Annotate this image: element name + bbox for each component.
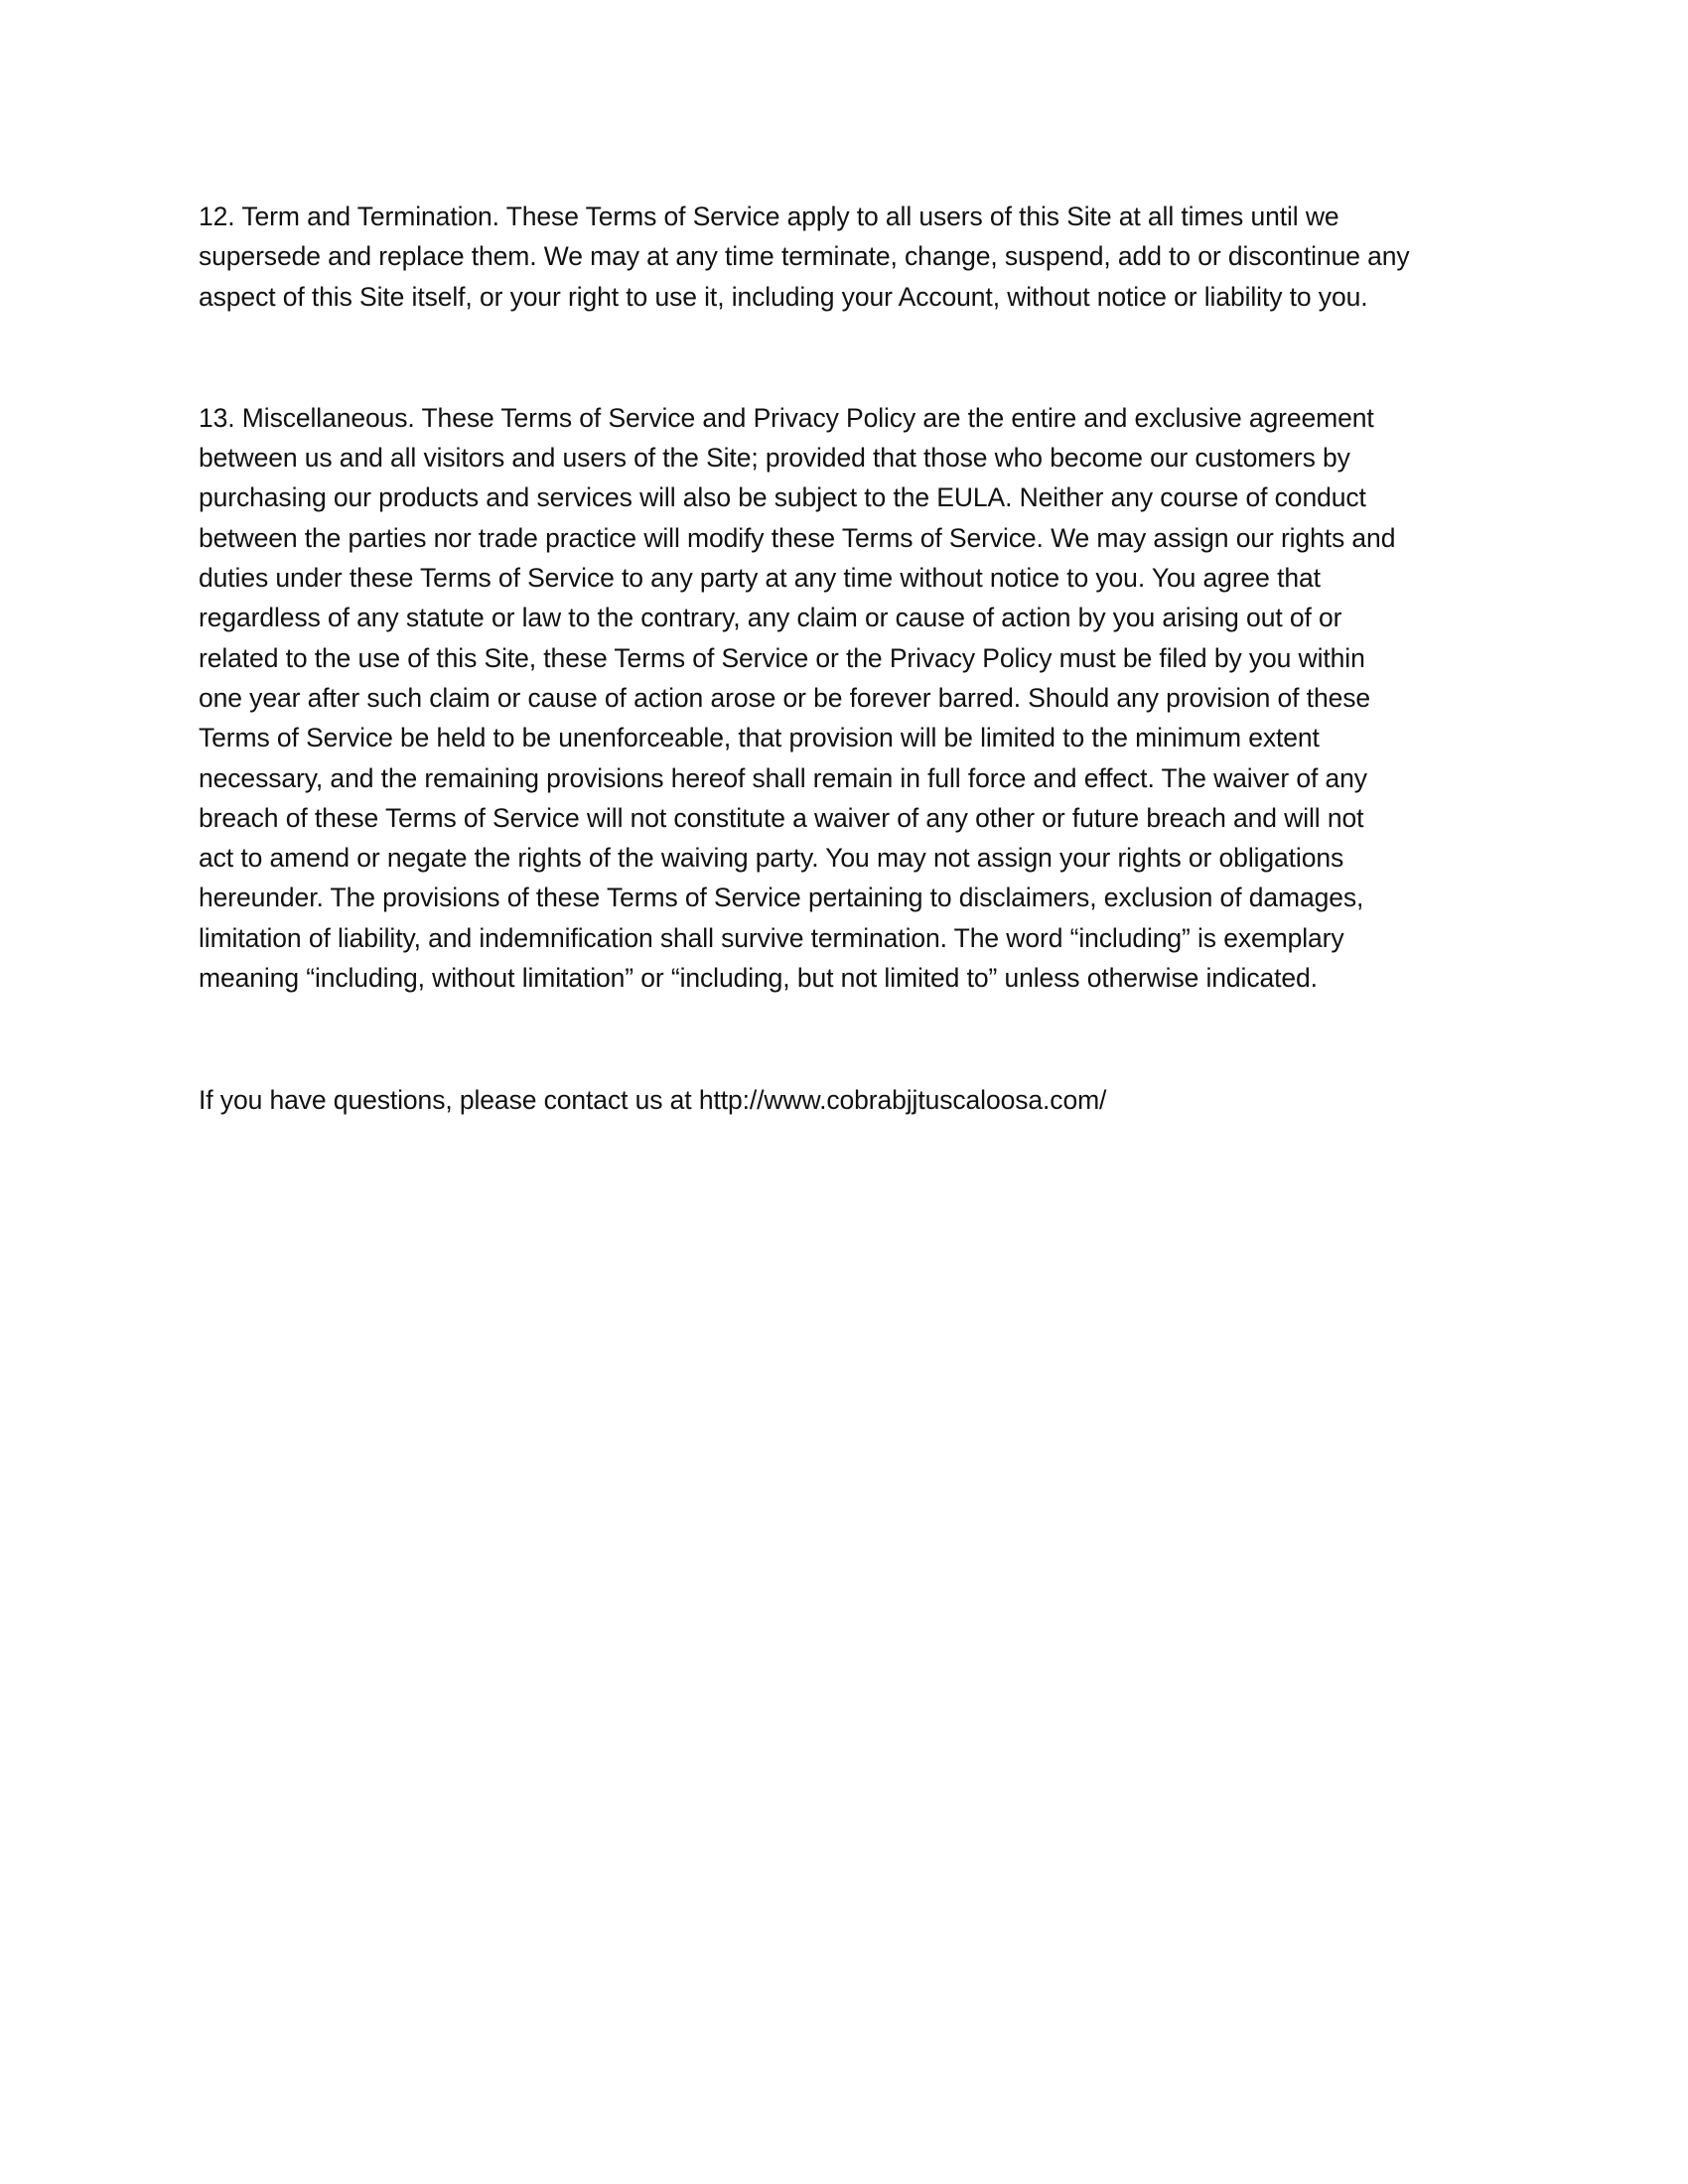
paragraph-line: necessary, and the remaining provisions hereof shall remain in full force and effect. The waiver of any bbox=[199, 762, 1367, 793]
paragraph-line: purchasing our products and services will also be subject to the EULA. Neither any course of conduct bbox=[199, 482, 1366, 513]
paragraph-line: 12. Term and Termination. These Terms of Service apply to all users of this Site at all times until we bbox=[199, 202, 1339, 231]
paragraph-line: regardless of any statute or law to the contrary, any claim or cause of action by you arising out of or bbox=[199, 603, 1342, 633]
contact-line bbox=[199, 1080, 1489, 1120]
paragraph-line: Terms of Service be held to be unenforceable, that provision will be limited to the minimum extent bbox=[199, 723, 1320, 753]
section-12-term-and-termination bbox=[199, 197, 1489, 317]
paragraph-line: breach of these Terms of Service will not constitute a waiver of any other or future breach and will not bbox=[199, 802, 1364, 833]
paragraph-line: act to amend or negate the rights of the waiving party. You may not assign your rights or obligations bbox=[199, 843, 1344, 874]
paragraph-line: duties under these Terms of Service to any party at any time without notice to you. You agree that bbox=[199, 563, 1321, 594]
paragraph-line: 13. Miscellaneous. These Terms of Service and Privacy Policy are the entire and exclusive agreement bbox=[199, 402, 1374, 433]
paragraph-line: between us and all visitors and users of the Site; provided that those who become our customers by bbox=[199, 443, 1350, 474]
paragraph-line: aspect of this Site itself, or your right to use it, including your Account, without notice or liability to you. bbox=[199, 281, 1368, 312]
paragraph-line: hereunder. The provisions of these Terms of Service pertaining to disclaimers, exclusion of damages, bbox=[199, 883, 1364, 913]
paragraph-line: limitation of liability, and indemnification shall survive termination. The word “including” is exemplary bbox=[199, 922, 1344, 953]
section-13-miscellaneous bbox=[199, 398, 1489, 998]
contact-text: If you have questions, please contact us at http://www.cobrabjjtuscaloosa.com/ bbox=[199, 1085, 1107, 1116]
paragraph-line: meaning “including, without limitation” or “including, but not limited to” unless otherwise indicated. bbox=[199, 963, 1318, 994]
paragraph-line: between the parties nor trade practice will modify these Terms of Service. We may assign our rights and bbox=[199, 522, 1396, 553]
paragraph-line: one year after such claim or cause of action arose or be forever barred. Should any provision of these bbox=[199, 682, 1371, 713]
document-body bbox=[199, 197, 1489, 1121]
paragraph-line: supersede and replace them. We may at any time terminate, change, suspend, add to or discontinue any bbox=[199, 241, 1410, 272]
paragraph-line: related to the use of this Site, these Terms of Service or the Privacy Policy must be filed by you within bbox=[199, 642, 1365, 673]
